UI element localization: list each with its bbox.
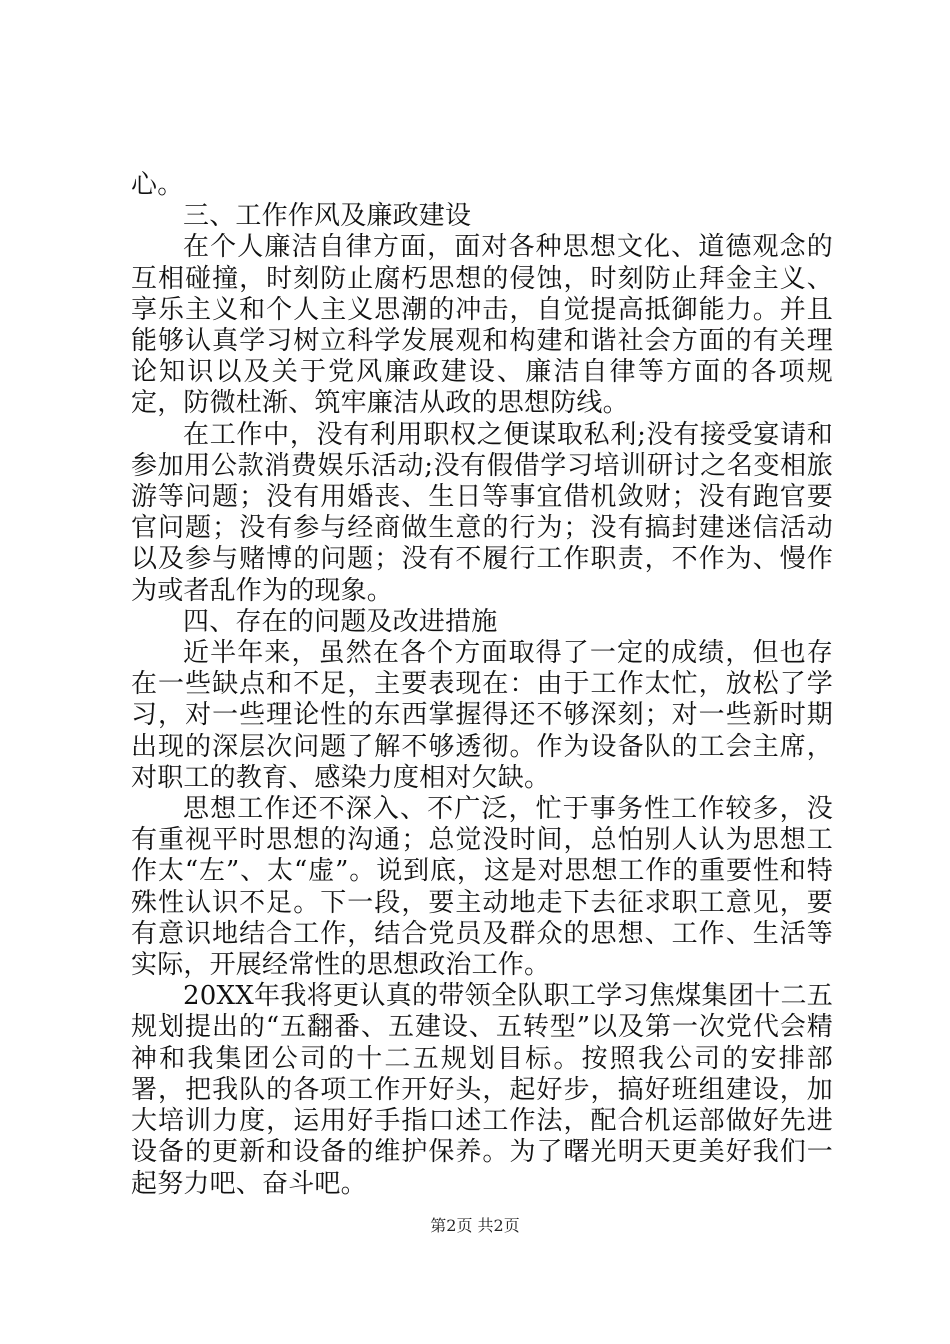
document-body — [131, 170, 833, 1200]
paragraph-work-conduct: 在工作中，没有利用职权之便谋取私利;没有接受宴请和参加用公款消费娱乐活动;没有假借学习培训研讨之名变相旅游等问题；没有用婚丧、生日等事宜借机敛财；没有跑官要官问题；没有参与经商做生意的行为；没有搞封建迷信活动以及参与赌博的问题；没有不履行工作职责，不作为、慢作为或者乱作为的现象。 — [131, 419, 833, 606]
paragraph-self-discipline: 在个人廉洁自律方面，面对各种思想文化、道德观念的互相碰撞，时刻防止腐朽思想的侵蚀，时刻防止拜金主义、享乐主义和个人主义思潮的冲击，自觉提高抵御能力。并且能够认真学习树立科学发展观和构建和谐社会方面的有关理论知识以及关于党风廉政建设、廉洁自律等方面的各项规定，防微杜渐、筑牢廉洁从政的思想防线。 — [131, 232, 833, 419]
section-heading-problems: 四、存在的问题及改进措施 — [183, 606, 498, 637]
page-number-footer: 第2页 共2页 — [430, 1216, 520, 1235]
section-heading-work-style: 三、工作作风及廉政建设 — [183, 201, 472, 232]
paragraph-continuation: 心。 — [131, 170, 184, 200]
paragraph-future-plan: 20XX年我将更认真的带领全队职工学习焦煤集团十二五规划提出的“五翻番、五建设、五转型”以及第一次党代会精神和我集团公司的十二五规划目标。按照我公司的安排部署，把我队的各项工作开好头，起好步，搞好班组建设，加大培训力度，运用好手指口述工作法，配合机运部做好先进设备的更新和设备的维护保养。为了曙光明天更美好我们一起努力吧、奋斗吧。 — [131, 981, 833, 1199]
paragraph-shortcomings: 近半年来，虽然在各个方面取得了一定的成绩，但也存在一些缺点和不足，主要表现在：由于工作太忙，放松了学习，对一些理论性的东西掌握得还不够深刻；对一些新时期出现的深层次问题了解不够透彻。作为设备队的工会主席，对职工的教育、感染力度相对欠缺。 — [131, 638, 833, 793]
paragraph-ideological-work: 思想工作还不深入、不广泛，忙于事务性工作较多，没有重视平时思想的沟通；总觉没时间，总怕别人认为思想工作太“左”、太“虚”。说到底，这是对思想工作的重要性和特殊性认识不足。下一段，要主动地走下去征求职工意见，要有意识地结合工作，结合党员及群众的思想、工作、生活等实际，开展经常性的思想政治工作。 — [131, 794, 833, 981]
